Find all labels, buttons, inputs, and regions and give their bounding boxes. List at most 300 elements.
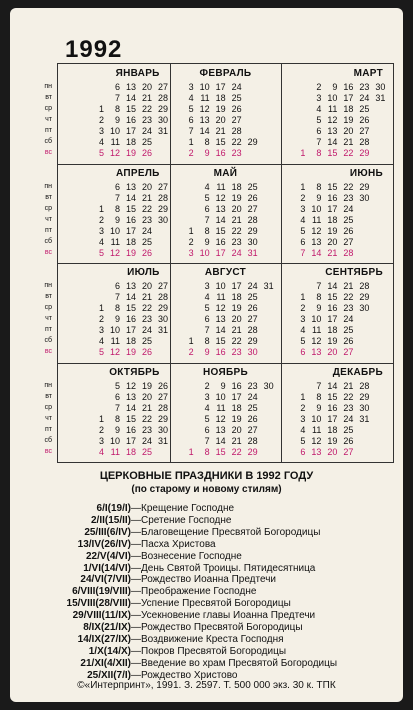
day-number: 20 [231, 314, 242, 324]
day-number: 17 [327, 314, 338, 324]
holiday-name: —Сретение Господне [131, 514, 232, 526]
week-row [88, 215, 168, 225]
holiday-item [45, 610, 315, 621]
sunday-row [289, 347, 369, 357]
day-number: 4 [98, 137, 104, 147]
calendar-card [10, 8, 403, 702]
day-number: 30 [375, 82, 386, 92]
day-number: 5 [300, 336, 306, 346]
day-number: 3 [98, 126, 104, 136]
week-row [289, 215, 369, 225]
day-number: 21 [141, 292, 152, 302]
day-number: 8 [114, 104, 120, 114]
weekday-label: сб [44, 436, 52, 444]
day-number: 8 [316, 391, 322, 402]
day-number: 16 [343, 82, 354, 92]
day-number: 19 [327, 225, 338, 236]
week-row [178, 292, 274, 302]
day-number: 25 [247, 292, 258, 302]
day-number: 26 [157, 380, 168, 391]
weekday-label: вс [44, 447, 52, 455]
day-number: 7 [114, 292, 120, 302]
day-number: 3 [300, 203, 306, 214]
month-block [44, 363, 170, 463]
week-row [289, 137, 385, 147]
week-row [289, 204, 369, 214]
week-row [178, 204, 258, 214]
week-row [289, 336, 369, 346]
day-number: 11 [110, 446, 120, 457]
day-number: 18 [327, 424, 338, 435]
day-number: 21 [231, 435, 242, 446]
holiday-date: 25/XII(7/I) [87, 669, 131, 681]
day-number: 25 [141, 137, 152, 147]
weekday-label: чт [45, 215, 52, 223]
day-number: 6 [204, 203, 210, 214]
day-number: 9 [220, 380, 226, 391]
day-number: 9 [316, 402, 322, 413]
weekday-label: чт [45, 116, 52, 123]
day-number: 17 [343, 93, 354, 103]
day-number: 23 [141, 214, 152, 225]
day-number: 3 [316, 93, 322, 103]
day-number: 7 [316, 281, 322, 291]
day-number: 12 [109, 347, 120, 357]
day-number: 8 [114, 203, 120, 214]
day-number: 8 [316, 181, 322, 192]
day-number: 28 [247, 325, 258, 335]
day-number: 16 [327, 402, 338, 413]
day-number: 9 [204, 347, 210, 357]
month-block [281, 363, 393, 463]
holiday-item [45, 563, 315, 574]
day-number: 20 [231, 424, 242, 435]
day-number: 1 [98, 104, 104, 114]
day-number: 9 [114, 314, 120, 324]
day-number: 25 [247, 181, 258, 192]
day-number: 4 [316, 104, 322, 114]
weekday-label: сб [44, 237, 52, 245]
holiday-date: 2/II(15/II) [90, 514, 131, 526]
day-number: 24 [343, 203, 354, 214]
week-row [178, 436, 274, 446]
day-number: 5 [98, 148, 104, 158]
week-row [88, 303, 168, 313]
weekday-label: ср [44, 304, 52, 311]
month-name: АПРЕЛЬ [116, 167, 160, 179]
day-number: 21 [141, 402, 152, 413]
weekday-label: вт [45, 392, 52, 400]
day-number: 9 [114, 115, 120, 125]
day-number: 22 [343, 391, 354, 402]
day-number: 21 [327, 247, 338, 258]
day-number: 25 [247, 402, 258, 413]
day-number: 4 [98, 446, 104, 457]
day-number: 23 [231, 148, 242, 158]
day-number: 21 [215, 126, 226, 136]
month-name: ИЮЛЬ [127, 267, 160, 278]
day-number: 13 [311, 446, 322, 457]
day-number: 25 [343, 325, 354, 335]
day-number: 18 [327, 325, 338, 335]
day-number: 25 [343, 214, 354, 225]
holiday-date: 15/VIII(28/VIII) [66, 598, 131, 610]
day-number: 1 [300, 181, 306, 192]
day-number: 18 [215, 93, 226, 103]
day-number: 19 [141, 380, 152, 391]
day-number: 7 [204, 214, 210, 225]
weekday-label: пн [44, 182, 52, 190]
day-number: 16 [125, 214, 136, 225]
day-number: 12 [109, 148, 120, 158]
week-row [289, 325, 369, 335]
holiday-name: —Рождество Пресвятой Богородицы [131, 622, 303, 633]
day-number: 27 [343, 236, 354, 247]
sunday-row [289, 248, 369, 258]
week-row [178, 325, 274, 335]
month-name: ИЮНЬ [349, 167, 383, 179]
week-row [88, 292, 168, 302]
day-number: 2 [300, 303, 306, 313]
day-number: 16 [327, 303, 338, 313]
day-number: 29 [359, 292, 370, 302]
day-number: 22 [343, 292, 354, 302]
week-row [178, 126, 258, 136]
day-number: 13 [327, 126, 338, 136]
holiday-item [45, 634, 284, 645]
day-number: 16 [327, 192, 338, 203]
weekday-label: ср [44, 403, 52, 411]
day-number: 6 [316, 126, 322, 136]
day-number: 29 [247, 336, 258, 346]
day-number: 18 [125, 236, 136, 247]
week-row [289, 403, 369, 413]
month-block [281, 64, 393, 164]
day-number: 13 [125, 181, 136, 192]
day-number: 19 [125, 347, 136, 357]
week-row [88, 193, 168, 203]
day-number: 30 [247, 236, 258, 247]
week-row [289, 193, 369, 203]
week-row [88, 381, 168, 391]
day-number: 20 [141, 391, 152, 402]
day-number: 6 [300, 236, 306, 247]
week-row [178, 115, 258, 125]
day-number: 10 [109, 435, 120, 446]
day-number: 24 [343, 314, 354, 324]
day-number: 1 [98, 303, 104, 313]
week-row [289, 292, 369, 302]
day-number: 24 [141, 126, 152, 136]
day-number: 20 [327, 347, 338, 357]
day-number: 7 [300, 247, 306, 258]
day-number: 6 [188, 115, 194, 125]
holiday-date: 29/VIII(11/IX) [72, 610, 131, 622]
day-number: 1 [188, 137, 194, 147]
day-number: 25 [141, 336, 152, 346]
week-row [178, 392, 274, 402]
day-number: 9 [114, 214, 120, 225]
holiday-name: —Преображение Господне [131, 586, 257, 598]
day-number: 23 [141, 314, 152, 324]
day-number: 30 [263, 380, 274, 391]
day-number: 20 [215, 115, 226, 125]
week-row [289, 82, 385, 92]
day-number: 12 [109, 247, 120, 258]
week-row [178, 226, 258, 236]
day-number: 4 [204, 181, 210, 192]
day-number: 17 [231, 391, 242, 402]
day-number: 19 [343, 115, 354, 125]
weekday-label: пн [44, 381, 52, 389]
month-block [170, 64, 282, 164]
day-number: 15 [215, 446, 226, 457]
week-row [178, 403, 274, 413]
month-name: МАРТ [353, 68, 383, 79]
month-block [44, 263, 170, 363]
day-number: 3 [98, 435, 104, 446]
week-row [178, 193, 258, 203]
day-number: 6 [114, 281, 120, 291]
holiday-date: 6/I(19/I) [96, 503, 131, 514]
week-row [289, 226, 369, 236]
day-number: 1 [188, 336, 194, 346]
day-number: 1 [188, 446, 194, 457]
day-number: 23 [247, 380, 258, 391]
day-number: 19 [231, 303, 242, 313]
day-number: 26 [141, 347, 152, 357]
day-number: 14 [311, 247, 322, 258]
day-number: 28 [247, 435, 258, 446]
weekday-label: пт [45, 127, 52, 134]
week-row [178, 237, 258, 247]
day-number: 20 [231, 203, 242, 214]
holiday-name: —Крещение Господне [131, 503, 235, 514]
weekday-label: вт [45, 94, 52, 101]
holidays-subtitle: (по старому и новому стилям) [131, 484, 282, 495]
day-number: 28 [157, 192, 168, 203]
day-number: 10 [311, 314, 322, 324]
weekday-label: пт [45, 326, 52, 333]
day-number: 7 [114, 192, 120, 203]
day-number: 11 [216, 292, 226, 302]
day-number: 14 [215, 325, 226, 335]
day-number: 16 [215, 236, 226, 247]
day-number: 27 [343, 446, 354, 457]
day-number: 22 [141, 203, 152, 214]
day-number: 14 [125, 292, 136, 302]
day-number: 10 [199, 82, 210, 92]
day-number: 29 [157, 413, 168, 424]
week-row [88, 237, 168, 247]
day-number: 27 [157, 391, 168, 402]
day-number: 27 [359, 126, 370, 136]
month-block [170, 263, 282, 363]
day-number: 10 [327, 93, 338, 103]
day-number: 11 [311, 325, 322, 335]
day-number: 4 [98, 236, 104, 247]
week-row [178, 104, 258, 114]
day-number: 29 [157, 303, 168, 313]
holiday-item [45, 574, 276, 585]
week-row [88, 392, 168, 402]
day-number: 8 [114, 303, 120, 313]
day-number: 18 [125, 446, 136, 457]
week-row [289, 303, 369, 313]
day-number: 31 [247, 247, 258, 258]
sunday-row [88, 347, 168, 357]
week-row [88, 325, 168, 335]
day-number: 22 [231, 137, 242, 147]
day-number: 23 [231, 347, 242, 357]
holiday-name: —Рождество Иоанна Предтечи [131, 574, 276, 586]
day-number: 18 [231, 292, 242, 302]
day-number: 26 [247, 303, 258, 313]
day-number: 17 [327, 203, 338, 214]
week-row [178, 336, 274, 346]
day-number: 19 [215, 104, 226, 114]
day-number: 15 [215, 137, 226, 147]
day-number: 8 [114, 413, 120, 424]
week-row [289, 314, 369, 324]
week-row [88, 82, 168, 92]
week-row [178, 425, 274, 435]
day-number: 5 [300, 225, 306, 236]
day-number: 21 [343, 281, 354, 291]
day-number: 5 [316, 115, 322, 125]
day-number: 8 [316, 148, 322, 158]
day-number: 3 [188, 82, 194, 92]
weekday-label: пн [44, 282, 52, 289]
holiday-name: —Рождество Христово [131, 669, 238, 681]
day-number: 12 [125, 380, 136, 391]
sunday-row [178, 447, 274, 457]
day-number: 2 [300, 402, 306, 413]
holiday-name: —Воздвижение Креста Господня [131, 633, 284, 645]
day-number: 6 [300, 446, 306, 457]
holiday-date: 6/VIII(19/VIII) [72, 586, 131, 598]
day-number: 9 [204, 148, 210, 158]
sunday-row [88, 148, 168, 158]
day-number: 14 [327, 380, 338, 391]
holiday-date: 8/IX(21/IX) [83, 622, 131, 633]
day-number: 28 [157, 292, 168, 302]
sunday-row [88, 248, 168, 258]
day-number: 1 [98, 413, 104, 424]
day-number: 14 [327, 137, 338, 147]
day-number: 27 [247, 314, 258, 324]
day-number: 30 [359, 402, 370, 413]
day-number: 21 [343, 137, 354, 147]
day-number: 11 [110, 236, 120, 247]
day-number: 2 [300, 192, 306, 203]
day-number: 3 [300, 413, 306, 424]
weekday-label: вт [45, 193, 52, 201]
day-number: 22 [231, 225, 242, 236]
day-number: 31 [157, 325, 168, 335]
day-number: 4 [300, 424, 306, 435]
day-number: 24 [141, 325, 152, 335]
weekday-label: чт [45, 315, 52, 322]
day-number: 31 [263, 281, 274, 291]
month-name: ФЕВРАЛЬ [199, 68, 252, 79]
holiday-name: —День Святой Троицы. Пятидесятница [131, 562, 316, 574]
day-number: 16 [215, 148, 226, 158]
day-number: 16 [125, 424, 136, 435]
holiday-date: 1/X(14/X) [88, 645, 131, 657]
day-number: 21 [141, 93, 152, 103]
week-row [289, 237, 369, 247]
day-number: 27 [247, 424, 258, 435]
day-number: 15 [125, 413, 136, 424]
month-name: АВГУСТ [204, 267, 247, 278]
day-number: 13 [311, 236, 322, 247]
week-row [289, 392, 369, 402]
month-name: ОКТЯБРЬ [109, 366, 160, 378]
day-number: 10 [311, 413, 322, 424]
day-number: 24 [343, 413, 354, 424]
week-row [88, 336, 168, 346]
months-grid [44, 63, 394, 463]
day-number: 28 [231, 126, 242, 136]
week-row [88, 204, 168, 214]
month-name: НОЯБРЬ [203, 366, 248, 378]
week-row [289, 381, 369, 391]
month-name: ДЕКАБРЬ [332, 366, 383, 378]
day-number: 11 [110, 336, 120, 346]
day-number: 26 [141, 247, 152, 258]
week-row [178, 215, 258, 225]
day-number: 7 [188, 126, 194, 136]
day-number: 11 [311, 424, 322, 435]
month-block [44, 64, 170, 164]
day-number: 9 [204, 236, 210, 247]
day-number: 25 [343, 424, 354, 435]
holiday-date: 13/IV(26/IV) [77, 538, 131, 550]
week-row [88, 115, 168, 125]
day-number: 12 [215, 303, 226, 313]
day-number: 1 [300, 391, 306, 402]
day-number: 31 [359, 413, 370, 424]
year-title: 1992 [65, 36, 123, 63]
day-number: 26 [231, 104, 242, 114]
holiday-name: —Успение Пресвятой Богородицы [131, 598, 291, 610]
holiday-name: —Покров Пресвятой Богородицы [131, 645, 287, 657]
day-number: 20 [141, 181, 152, 192]
day-number: 5 [204, 192, 210, 203]
week-row [289, 436, 369, 446]
holiday-item [45, 598, 291, 609]
day-number: 29 [157, 104, 168, 114]
day-number: 22 [141, 104, 152, 114]
week-row [178, 381, 274, 391]
weekday-label: чт [45, 414, 52, 422]
holiday-name: —Введение во храм Пресвятой Богородицы [131, 657, 338, 669]
day-number: 10 [215, 391, 226, 402]
day-number: 8 [204, 137, 210, 147]
day-number: 17 [125, 435, 136, 446]
day-number: 19 [327, 435, 338, 446]
week-row [178, 82, 258, 92]
day-number: 24 [359, 93, 370, 103]
day-number: 18 [125, 336, 136, 346]
sunday-row [178, 248, 258, 258]
day-number: 30 [157, 314, 168, 324]
day-number: 23 [141, 424, 152, 435]
day-number: 16 [215, 347, 226, 357]
day-number: 1 [300, 292, 306, 302]
day-number: 3 [204, 281, 210, 291]
